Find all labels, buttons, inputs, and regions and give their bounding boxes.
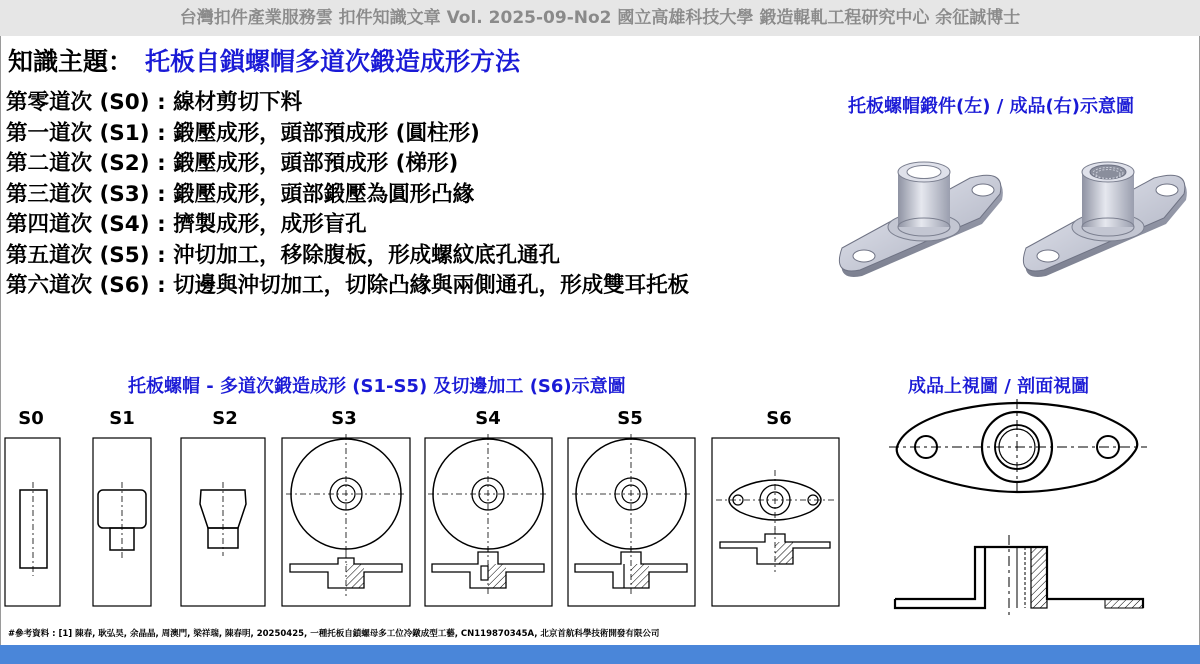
stage-label-s0: S0 [18,408,44,429]
finished-part-3d-icon [1023,162,1186,277]
step-s4: 第四道次 (S4) : 擠製成形，成形盲孔 [6,212,367,237]
stage-label-s6: S6 [766,408,792,429]
stage-label-s1: S1 [109,408,135,429]
step-s2: 第二道次 (S2) : 鍛壓成形，頭部預成形 (梯形) [6,151,459,176]
stage-s6-drawing [712,438,839,606]
step-s1: 第一道次 (S1) : 鍛壓成形，頭部預成形 (圓柱形) [6,120,480,146]
bottom-bar [0,645,1200,664]
stage-label-s4: S4 [475,408,501,429]
stage-s2-drawing [181,438,265,606]
stage-s4-drawing [425,434,552,606]
stage-label-s3: S3 [331,408,357,429]
views-caption: 成品上視圖 / 剖面視圖 [908,376,1090,397]
stage-s0-drawing [5,438,60,606]
stage-s3-drawing [282,434,410,606]
top-view [889,399,1147,497]
photo-caption: 托板螺帽鍛件(左) / 成品(右)示意圖 [848,96,1135,117]
process-caption: 托板螺帽 - 多道次鍛造成形 (S1-S5) 及切邊加工 (S6)示意圖 [128,376,626,397]
section-view [895,535,1143,617]
step-s5: 第五道次 (S5) : 沖切加工，移除腹板，形成螺紋底孔通孔 [6,242,561,268]
step-s3: 第三道次 (S3) : 鍛壓成形，頭部鍛壓為圓形凸緣 [6,181,475,207]
stage-drawings [0,430,850,610]
reference-footnote: #參考資料 : [1] 陳春, 耿弘昊, 余晶晶, 周澳門, 梁祥瑞, 陳春明, 20250425, 一種托板自鎖螺母多工位冷鐓成型工藝, CN119870345A, 北京首航科學技術開發有限公司 [8,629,660,639]
stage-s5-drawing [568,434,695,606]
stage-label-s5: S5 [617,408,643,429]
step-s6: 第六道次 (S6) : 切邊與沖切加工，切除凸緣與兩側通孔，形成雙耳托板 [6,273,690,298]
topic-heading [8,42,520,78]
part-3d-illustrations [832,120,1200,320]
process-steps-list [6,88,689,302]
stage-s1-drawing [93,438,151,606]
stage-label-s2: S2 [212,408,238,429]
forging-3d-icon [839,162,1002,277]
topic-title: 托板自鎖螺帽多道次鍛造成形方法 [145,47,521,76]
finished-views-drawing [885,395,1150,620]
header-banner: 台灣扣件產業服務雲 扣件知識文章 Vol. 2025-09-No2 國立高雄科技大學 鍛造輥軋工程研究中心 余征誠博士 [0,0,1200,36]
topic-label: 知識主題： [8,47,134,76]
step-s0: 第零道次 (S0) : 線材剪切下料 [6,90,303,115]
